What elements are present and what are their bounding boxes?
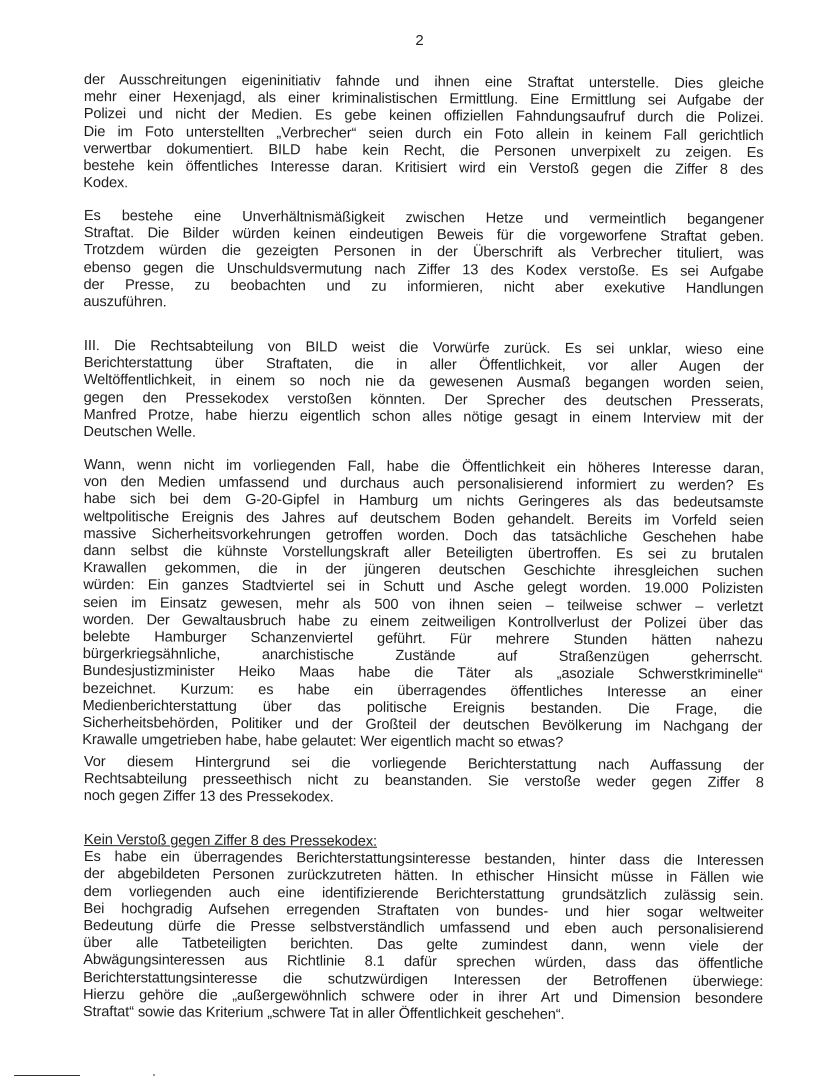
text-line: Sicherheitsbehörden, Politiker und der Großteil der deutschen Bevölkerung im Nachgang der [82,715,763,736]
text-line: Polizei und nicht der Medien. Es gebe keinen offiziellen Fahndungsaufruf durch die Polizei. [83,106,764,127]
text-line: gegen den Pressekodex verstoßen könnten. Der Sprecher des deutschen Presserats, [83,389,764,410]
text-line: der Ausschreitungen eigeninitiativ fahnde und ihnen eine Straftat unterstelle. Dies gleiche [83,72,764,93]
text-line: Die im Foto unterstellten „Verbrecher“ seien durch ein Foto allein in keinem Fall gerichtlich [83,123,764,144]
text-line: über alle Tatbeteiligten berichten. Das gelte zumindest dann, wenn viele der [83,935,764,956]
section-no-violation-ziffer-8 [83,832,764,1025]
text-line: Krawalle umgetrieben habe, habe gelautet: Wer eigentlich macht so etwas? [82,732,564,752]
text-line: Es bestehe eine Unverhältnismäßigkeit zwischen Hetze und vermeintlich begangener [83,208,764,229]
text-line: Manfred Protze, habe hierzu eigentlich schon alles nötige gesagt in einem Interview mit der [83,406,764,427]
text-line: dem vorliegenden auch eine identifizierende Berichterstattung grundsätzlich zulässig sein. [83,883,764,904]
text-line: Straftat“ sowie das Kriterium „schwere Tat in aller Öffentlichkeit geschehen“. [82,1004,565,1023]
text-line: massive Sicherheitsvorkehrungen getroffen worden. Doch das tatsächliche Geschehen habe [83,525,764,546]
text-line: Medienberichterstattung über das politische Ereignis bestanden. Die Frage, die [82,697,763,718]
text-line: weltpolitische Ereignis des Jahres auf deutschem Boden gehandelt. Bereits im Vorfeld seien [83,508,764,529]
text-line: Berichterstattung über Straftaten, die in aller Öffentlichkeit, vor aller Augen der [83,355,764,376]
paragraph-conclusion [84,754,764,810]
text-line: Kodex. [83,175,129,192]
text-line: Krawallen gekommen, die in der jüngeren deutschen Geschichte ihresgleichen suchen [83,560,764,581]
text-line: worden. Der Gewaltausbruch habe zu einem zeitweiligen Kontrollverlust der Polizei über das [82,611,764,632]
scan-speck [153,1074,155,1076]
paragraph-g20-public-interest [82,457,764,754]
text-line: Es habe ein überragendes Berichterstattungsinteresse bestanden, hinter dass die Interessen [83,849,764,870]
text-line: Bundesjustizminister Heiko Maas habe die Täter als „asoziale Schwerstkriminelle“ [82,663,763,684]
text-line: Straftat. Die Bilder würden keinen eindeutigen Beweis für die vorgeworfene Straftat geben. [83,225,764,246]
text-line: Hierzu gehöre die „außergewöhnlich schwere oder in ihrer Art und Dimension besondere [82,986,764,1007]
text-line: verwertbar dokumentiert. BILD habe kein Recht, die Personen unverpixelt zu zeigen. Es [83,140,764,161]
text-line: Bedeutung dürfe die Presse selbstverständlich umfassend und eben auch personalisierend [83,918,764,939]
text-line: auszuführen. [83,294,167,311]
text-line: Abwägungsinteressen aus Richtlinie 8.1 dafür sprechen würden, dass das öffentliche [83,952,764,973]
text-line: der Presse, zu beobachten und zu informieren, nicht aber exekutive Handlungen [83,276,764,297]
text-line: Weltöffentlichkeit, in einem so noch nie da gewesenen Ausmaß begangen worden seien, [83,372,764,393]
text-line: bezeichnet. Kurzum: es habe ein überragendes öffentliches Interesse an einer [82,680,763,701]
text-line: Deutschen Welle. [83,424,196,441]
page-number: 2 [415,32,424,49]
text-line: ebenso gegen die Unschuldsvermutung nach Ziffer 13 des Kodex verstoße. Es sei Aufgabe [83,259,764,280]
paragraph-disproportionality [83,208,764,315]
text-line: III. Die Rechtsabteilung von BILD weist die Vorwürfe zurück. Es sei unklar, wieso eine [83,338,764,359]
text-line: mehr einer Hexenjagd, als einer kriminalistischen Ermittlung. Eine Ermittlung sei Aufgabe der [83,89,764,110]
footnote-separator [14,1075,80,1076]
text-line: bestehe kein öffentliches Interesse daran. Kritisiert wird ein Verstoß gegen die Ziffer 8 des [83,158,764,179]
text-line: dann selbst die kühnste Vorstellungskraft aller Beteiligten übertroffen. Es sei zu brutalen [83,543,764,564]
text-line: noch gegen Ziffer 13 des Pressekodex. [83,788,334,806]
text-line: von den Medien umfassend und durchaus auch personalisierend informiert zu werden? Es [83,474,764,495]
text-line: habe sich bei dem G-20-Gipfel in Hamburg um nichts Geringeres als das bedeutsamste [83,491,764,512]
text-line: Rechtsabteilung presseethisch nicht zu beanstanden. Sie verstoße weder gegen Ziffer 8 [83,771,764,792]
text-line: Bei hochgradig Aufsehen erregenden Straftaten von bundes- und hier sogar weltweiter [83,900,764,921]
paragraph-legal-department-response [83,338,764,445]
section-heading: Kein Verstoß gegen Ziffer 8 des Pressekodex: [83,832,378,850]
text-line: Vor diesem Hintergrund sei die vorliegende Berichterstattung nach Auffassung der [83,754,764,775]
text-line: bürgerkriegsähnliche, anarchistische Zustände auf Straßenzügen geherrscht. [82,646,763,667]
text-line: belebte Hamburger Schanzenviertel geführt. Für mehrere Stunden hätten nahezu [82,629,763,650]
text-line: Trotzdem würden die gezeigten Personen in der Überschrift als Verbrecher tituliert, was [83,242,764,263]
text-line: seien im Einsatz gewesen, mehr als 500 von ihnen seien – teilweise schwer – verletzt [83,594,764,615]
text-line: würden: Ein ganzes Stadtviertel sei in Schutt und Asche gelegt worden. 19.000 Polizisten [83,577,764,598]
paragraph-complaint-continued [83,72,764,197]
text-line: Wann, wenn nicht im vorliegenden Fall, habe die Öffentlichkeit ein höheres Interesse daran, [83,457,764,478]
text-line: Berichterstattungsinteresse die schutzwürdigen Interessen der Betroffenen überwiege: [83,969,764,990]
text-line: der abgebildeten Personen zurückzutreten hätten. In ethischer Hinsicht müsse in Fällen wie [83,866,764,887]
